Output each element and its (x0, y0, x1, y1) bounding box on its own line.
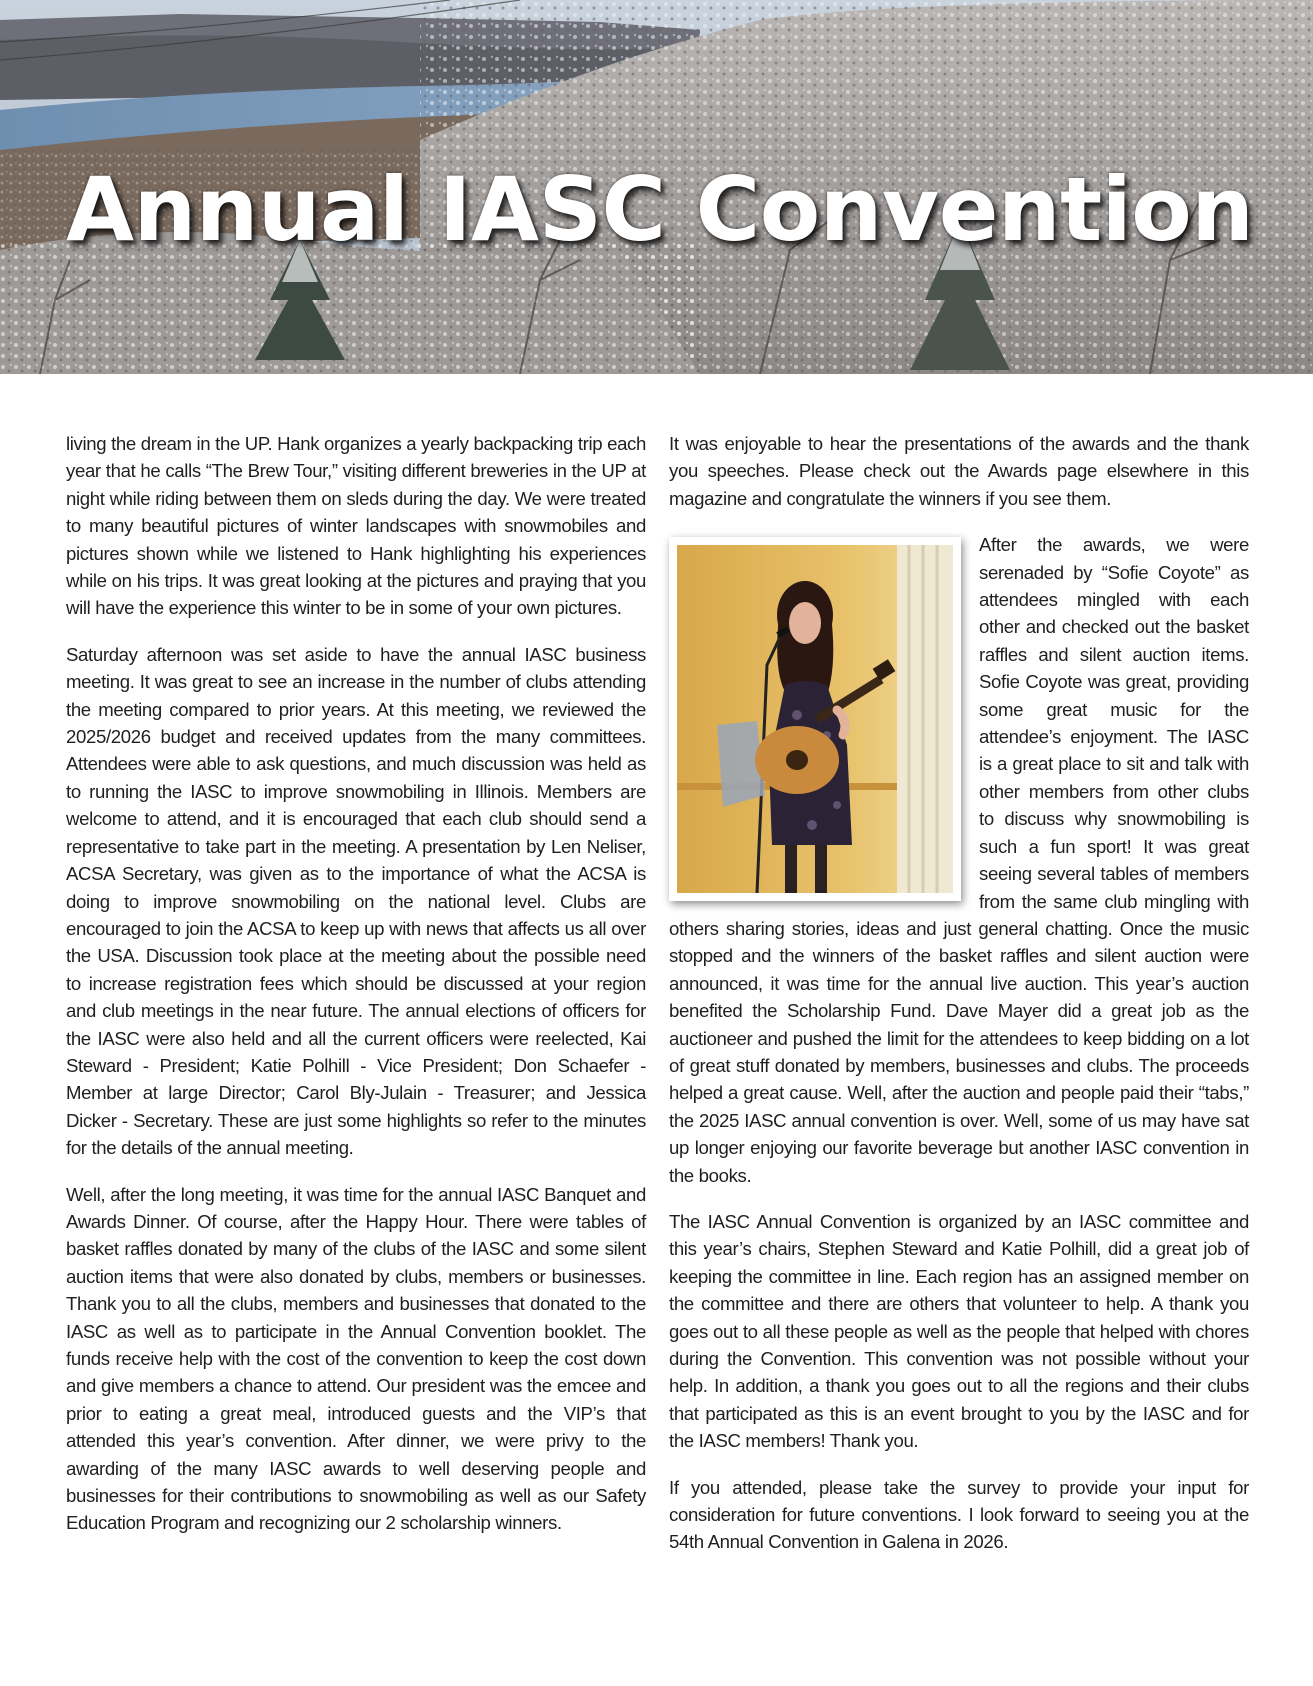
article-paragraph: It was enjoyable to hear the presentations of the awards and the thank you speeches. Please check out the Awards page elsewhere in this magazine and congratulate the winners if you see them. (669, 433, 1249, 509)
article-paragraph: The IASC Annual Convention is organized by an IASC committee and this year’s chairs, Stephen Steward and Katie Polhill, did a great job of keeping the committee in line. Each region has an assigned member on the committee and there are others that volunteer to help. A thank you goes out to all these people as well as the people that helped with chores during the Convention. This convention was not possible without your help. In addition, a thank you goes out to all the regions and their clubs that participated as this is an event brought to you by the IASC and for the IASC members! Thank you. (669, 1210, 1249, 1452)
singer-guitar-image (677, 545, 953, 893)
article-column-right (669, 430, 1249, 1575)
article-paragraph: If you attended, please take the survey to provide your input for consideration for future conventions. I look forward to seeing you at the 54th Annual Convention in Galena in 2026. (669, 1476, 1249, 1553)
article-paragraph: Well, after the long meeting, it was time for the annual IASC Banquet and Awards Dinner. Of course, after the Happy Hour. There were tables of basket raffles donated by many of the clubs of the IASC and some silent auction items that were also donated by clubs, members or businesses. Thank you to all the clubs, members and businesses that donated to the IASC as well as to participate in the Annual Convention booklet. The funds receive help with the cost of the convention to keep the cost down and give members a chance to attend. Our president was the emcee and prior to eating a great meal, introduced guests and the VIP’s that attended this year’s convention. After dinner, we were privy to the awarding of the many IASC awards to well deserving people and businesses for their contributions to snowmobiling as well as our Safety Education Program and recognizing our 2 scholarship winners. (66, 1183, 646, 1534)
page-title: Annual IASC Convention (66, 158, 1254, 261)
header-banner (0, 0, 1313, 374)
performer-photo (669, 537, 961, 901)
article-paragraph: living the dream in the UP. Hank organizes a yearly backpacking trip each year that he calls “The Brew Tour,” visiting different breweries in the UP at night while riding between them on sleds during the day. We were treated to many beautiful pictures of winter landscapes with snowmobiles and pictures shown while we listened to Hank highlighting his experiences while on his trips. It was great looking at the pictures and praying that you will have the experience this winter to be in some of your own pictures. (66, 433, 646, 619)
article-paragraph: After the awards, we were serenaded by “Sofie Coyote” as attendees mingled with each other and checked out the basket raffles and silent auction items. Sofie Coyote was great, providing some great music for the attendee’s enjoyment. The IASC is a great place to sit and talk with other members from other clubs to discuss why snowmobiling is such a fun sport! It was great seeing several tables of members from the same club mingling with others sharing stories, ideas and just general chatting. Once the music stopped and the winners of the basket raffles and silent auction were announced, it was time for the annual live auction. This year’s auction benefited the Scholarship Fund. Dave Mayer did a great job as the auctioneer and pushed the limit for the attendees to keep bidding on a lot of great stuff donated by members, businesses and clubs. The proceeds helped a great cause. Well, after the auction and people paid their “tabs,” the 2025 IASC annual convention is over. Well, some of us may have sat up longer enjoying our favorite beverage but another IASC convention in the books. (669, 534, 1249, 1186)
article-paragraph: Saturday afternoon was set aside to have the annual IASC business meeting. It was great to see an increase in the number of clubs attending the meeting compared to prior years. At this meeting, we reviewed the 2025/2026 budget and received updates from the many committees. Attendees were able to ask questions, and much discussion was held as to running the IASC to improve snowmobiling in Illinois. Members are welcome to attend, and it is encouraged that each club should send a representative to take part in the meeting. A presentation by Len Neliser, ACSA Secretary, was given as to the importance of what the ACSA is doing to improve snowmobiling on the national level. Clubs are encouraged to join the ACSA to keep up with news that affects us all over the USA. Discussion took place at the meeting about the possible need to increase registration fees which should be discussed at your region and club meetings in the near future. The annual elections of officers for the IASC were also held and all the current officers were reelected, Kai Steward - President; Katie Polhill - Vice President; Don Schaefer - Member at large Director; Carol Bly-Julain - Treasurer; and Jessica Dicker - Secretary. These are just some highlights so refer to the minutes for the details of the annual meeting. (66, 643, 646, 1159)
article-column-left (66, 430, 646, 1556)
